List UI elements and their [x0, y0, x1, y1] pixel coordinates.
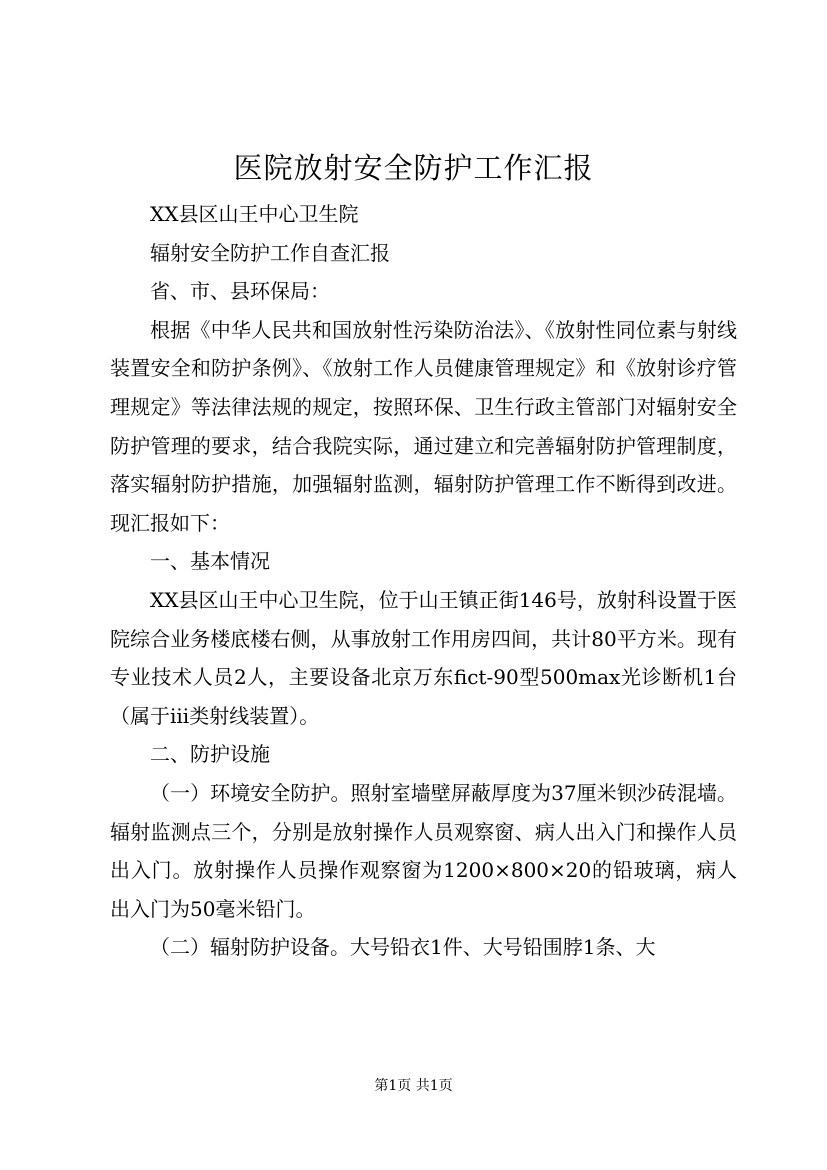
- paragraph-environment-protection: （一）环境安全防护。照射室墙壁屏蔽厚度为37厘米钡沙砖混墙。辐射监测点三个，分别是放射操作人员观察窗、病人出入门和操作人员出入门。放射操作人员操作观察窗为1200×800×20的铅玻璃，病人出入门为50毫米铅门。: [110, 780, 737, 921]
- paragraph-introduction: 根据《中华人民共和国放射性污染防治法》、《放射性同位素与射线装置安全和防护条例》、《放射工作人员健康管理规定》和《放射诊疗管理规定》等法律法规的规定，按照环保、卫生行政主管部门对辐射安全防护管理的要求，结合我院实际，通过建立和完善辐射防护管理制度，落实辐射防护措施，加强辐射监测，辐射防护管理工作不断得到改进。现汇报如下：: [110, 317, 737, 535]
- heading-protection-facilities: 二、防护设施: [150, 742, 270, 767]
- document-body: [110, 195, 737, 967]
- paragraph-addressee: 省、市、县环保局：: [150, 279, 330, 304]
- paragraph-protection-equipment: （二）辐射防护设备。大号铅衣1件、大号铅围脖1条、大: [150, 935, 656, 960]
- heading-basic-situation: 一、基本情况: [150, 549, 270, 574]
- paragraph-hospital-name: XX县区山王中心卫生院: [150, 202, 359, 226]
- document-title: 医院放射安全防护工作汇报: [233, 151, 594, 185]
- paragraph-report-name: 辐射安全防护工作自查汇报: [150, 240, 390, 265]
- page-footer: 第1页 共1页: [374, 1078, 453, 1094]
- paragraph-basic-situation: XX县区山王中心卫生院，位于山王镇正街146号，放射科设置于医院综合业务楼底楼右侧，从事放射工作用房四间，共计80平方米。现有专业技术人员2人，主要设备北京万东fict-90型500max光诊断机1台（属于iii类射线装置）。: [110, 587, 737, 728]
